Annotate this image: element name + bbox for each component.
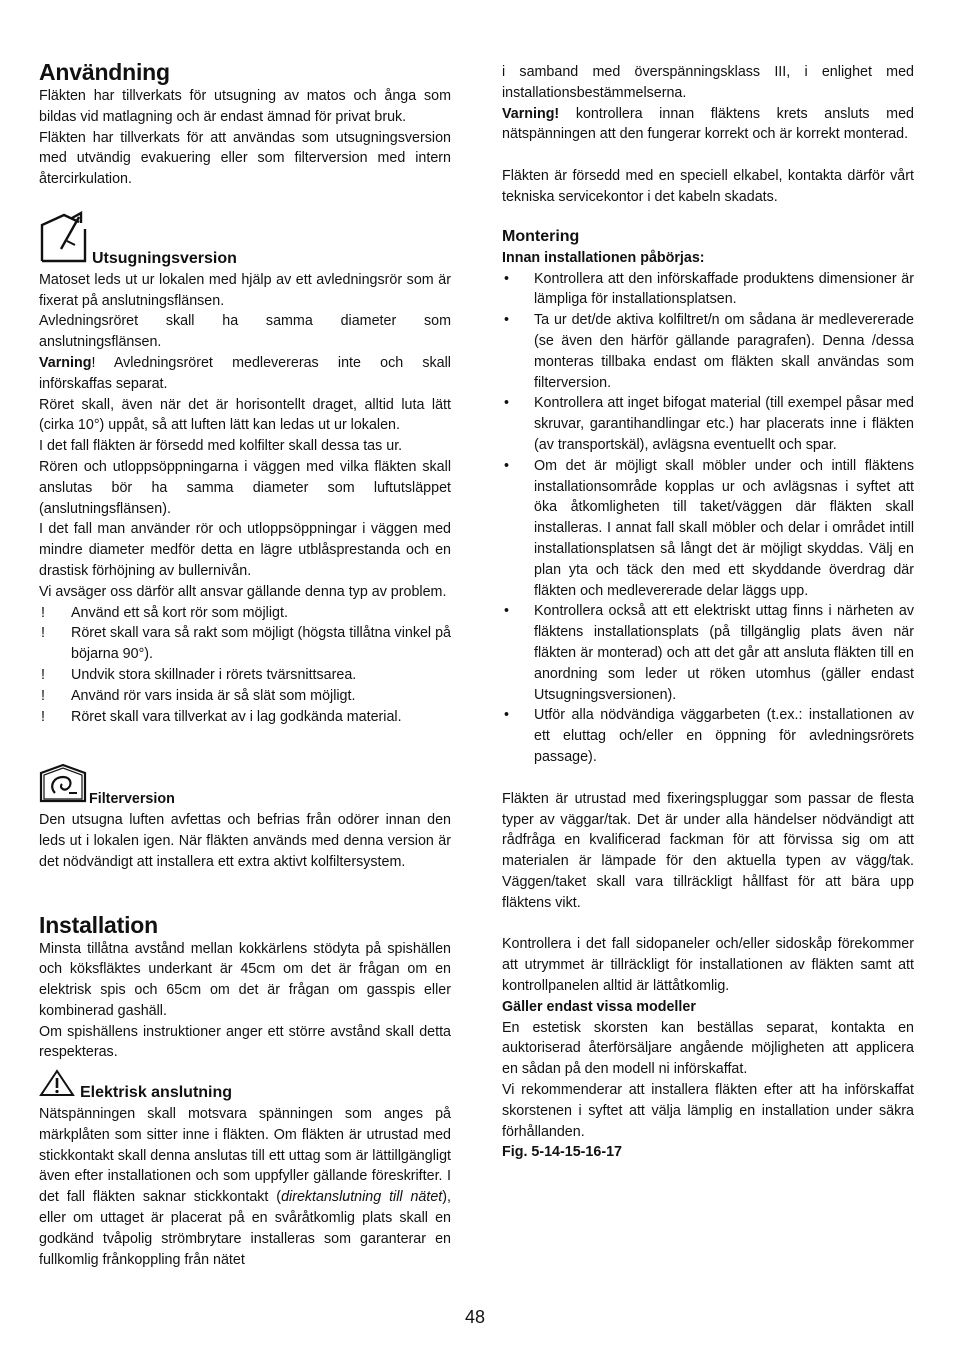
left-column [39,58,451,1270]
list-item: ! Använd rör vars insida är så slät som möjligt. [41,687,356,704]
mount-subtitle: Innan installationen påbörjas: [502,249,705,266]
section-title-usage: Användning [39,59,170,85]
models-title: Gäller endast vissa modeller [502,998,696,1015]
plugs-paragraph: Fläkten är utrustad med fixeringspluggar som passar de flesta typer av väggar/tak. Det är under alla händelser nödvändigt att rådfråga en kvalificerad fackman för att förvissa sig om att materialen är lämpade för den aktuella typen av vägg/tak. Väggen/taket skall vara tillräckligt hållfast för att bära upp fläktens vikt. [502,790,914,911]
ducted-tips-list [39,603,451,728]
mount-checklist [502,269,914,768]
electric-warning: Varning! kontrollera innan fläktens krets ansluts med nätspänningen att den fungerar korrekt och är korrekt monterad. [502,105,914,143]
list-item: • Kontrollera också att ett elektriskt uttag finns i närheten av fläktens installationsplats (på tillgänglig plats även när fläkten är monterad) och att det går att ansluta fläkten till en anordning som leder ut röken utomhus (gäller endast Utsugningsversionen). [504,603,914,703]
list-item: • Kontrollera att inget bifogat material (till exempel påsar med skruvar, garantihandlingar etc.) har placerats inne i fläkten (av transportskäl), avlägsna eventuellt och spar. [504,395,914,453]
ducted-warning [39,353,451,395]
electric-title: Elektrisk anslutning [80,1084,233,1102]
list-item: ! Använd ett så kort rör som möjligt. [41,604,288,621]
warning-label: Varning [39,354,92,371]
list-item: ! Röret skall vara så rakt som möjligt (högsta tillåtna vinkel på böjarna 90°). [41,625,451,663]
ducted-paragraph-5: Rören och utloppsöppningarna i väggen med vilka fläkten skall anslutas bör ha samma diameter som luftutsläppet (anslutningsflänsen). [39,458,451,517]
list-item: ! Röret skall vara tillverkat av i lag godkända material. [41,708,402,725]
models-paragraph-1: En estetisk skorsten kan beställas separat, kontakta en auktoriserad återförsäljare angående möjligheten att applicera en sådan på den modell ni införskaffat. [502,1019,914,1078]
mount-title: Montering [502,227,580,245]
warning-triangle-icon [39,1069,75,1104]
page-number: 48 [465,1307,486,1327]
ducted-paragraph-4: I det fall fläkten är försedd med kolfilter skall dessa tas ur. [39,438,403,455]
ducted-version-icon [39,211,89,270]
list-item: • Utför alla nödvändiga väggarbeten (t.ex.: installationen av ett eluttag och/eller en öppning för avledningsrörets passage). [504,707,914,765]
usage-paragraph-2: Fläkten har tillverkats för att användas som utsugningsversion med utvändig evakuering eller som filterversion med intern återcirkulation. [39,129,451,188]
install-paragraph-1: Minsta tillåtna avstånd mellan kokkärlens stödyta på spishällen och köksfläktes underkant är 45cm om det är frågan om en elektrisk spis och 65cm om det är frågan om gasspis eller kombinerad gashäll. [39,940,451,1019]
ducted-paragraph-2: Avledningsröret skall ha samma diameter som anslutningsflänsen. [39,313,451,351]
ducted-heading [39,211,451,270]
filter-heading [39,763,451,810]
ducted-paragraph-7: Vi avsäger oss därför allt ansvar gällande denna typ av problem. [39,583,447,600]
electric-paragraph-1: Nätspänningen skall motsvara spänningen som anges på märkplåten som sitter inne i fläkten. Om fläkten är utrustad med stickkontakt skall denna anslutas till ett uttag som är lättillgängligt även efter installationen och som uppfyller gällande föreskrifter. I det fall fläkten saknar stickkontakt (direktanslutning till nätet), eller om uttaget är placerat på en svåråtkomlig plats skall en godkänd tvåpolig strömbrytare installeras som garanterar en fullkomlig frånkoppling från nätet [39,1106,452,1268]
usage-paragraph-1: Fläkten har tillverkats för utsugning av matos och ånga som bildas vid matlagning och är endast ämnad för privat bruk. [39,88,451,125]
models-paragraph-2: Vi rekommenderar att installera fläkten efter att ha införskaffat skorstenen i syftet att välja lämplig en installation under säkra förhållanden. [502,1082,914,1140]
filter-title: Filterversion [89,791,175,808]
filter-version-icon [39,763,87,810]
ducted-title: Utsugningsversion [92,249,237,267]
electric-continued: i samband med överspänningsklass III, i enlighet med installationsbestämmelserna. [502,64,914,101]
right-column [502,62,914,1163]
install-paragraph-2: Om spishällens instruktioner anger ett större avstånd skall detta respekteras. [39,1023,451,1061]
warning-text: ! Avledningsröret medlevereras inte och skall införskaffas separat. [39,354,451,392]
panels-paragraph: Kontrollera i det fall sidopaneler och/eller sidoskåp förekommer att utrymmet är tillräckligt för installationen av fläkten samt att kontrollpanelen alltid är lättåtkomlig. [502,936,914,995]
electric-heading [39,1069,451,1104]
filter-paragraph-1: Den utsugna luften avfettas och befrias från odörer innan den leds ut i lokalen igen. När fläkten används med denna version är det nödvändigt att installera ett extra aktivt kolfiltersystem. [39,812,451,870]
list-item: • Kontrollera att den införskaffade produktens dimensioner är lämpliga för installationsplatsen. [504,270,914,308]
cable-paragraph: Fläkten är försedd med en speciell elkabel, kontakta därför vårt tekniska servicekontor i det kabeln skadats. [502,168,914,205]
ducted-paragraph-3: Röret skall, även när det är horisontellt draget, alltid luta lätt (cirka 10°) uppåt, så att luften lätt kan ledas ut ur lokalen. [39,396,451,434]
list-item: ! Undvik stora skillnader i rörets tvärsnittsarea. [41,666,357,683]
figure-reference: Fig. 5-14-15-16-17 [502,1144,622,1161]
ducted-paragraph-6: I det fall man använder rör och utloppsöppningar i väggen med mindre diameter medför detta en lägre utblåsprestanda och en drastisk förhöjning av bullernivån. [39,521,451,579]
list-item: • Om det är möjligt skall möbler under och intill fläktens installationsområde kopplas ur och avlägsnas i syftet att öka åtkomligheten till taket/väggen där fläkten skall installeras. I annat fall skall möbler och delar i området intill installationsplatsen så långt det är möjligt skyddas. Välj en plan yta och täck den med ett skyddande överdrag där fläkten och medlevererade delar läggs upp. [504,457,914,599]
list-item: • Ta ur det/de aktiva kolfiltret/n om sådana är medlevererade (se även den härför gällande paragrafen). Denna /dessa monteras tillbaka endast om fläkten skall användas som filterversion. [504,312,914,391]
ducted-paragraph-1: Matoset leds ut ur lokalen med hjälp av ett avledningsrör som är fixerat på anslutningsflänsen. [39,271,451,309]
section-title-installation: Installation [39,911,159,938]
